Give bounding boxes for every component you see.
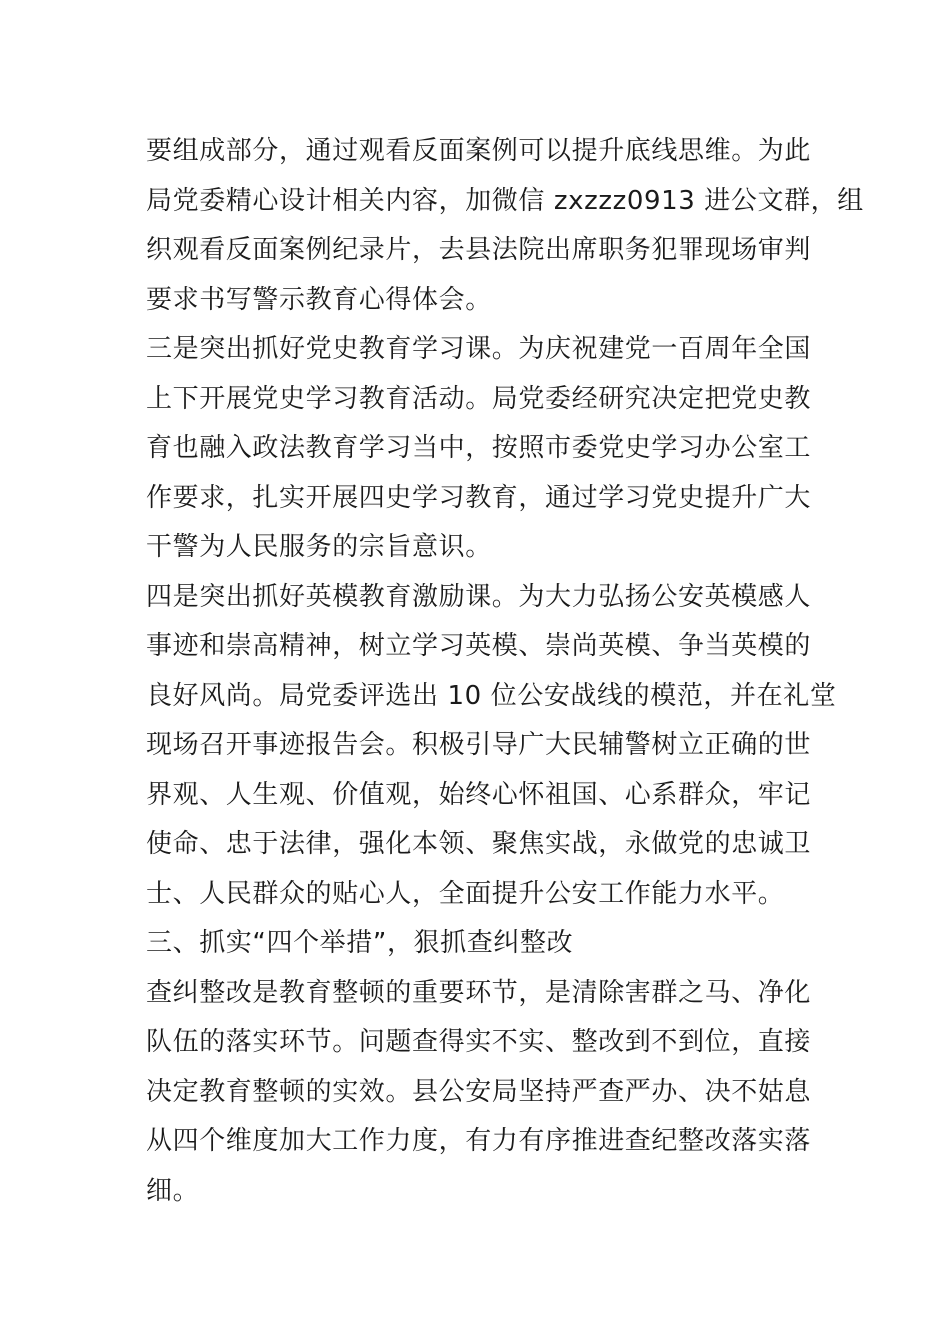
text-line: 事迹和崇高精神，树立学习英模、崇尚英模、争当英模的: [146, 631, 812, 661]
text-line: 要组成部分，通过观看反面案例可以提升底线思维。为此: [146, 136, 812, 166]
paragraph-party-history: [146, 325, 812, 573]
text-line: 要求书写警示教育心得体会。: [146, 284, 492, 315]
text-line: 良好风尚。局党委评选出 10 位公安战线的模范，并在礼堂: [146, 680, 837, 711]
paragraph-rectification: [146, 969, 812, 1217]
text-line: 界观、人生观、价值观，始终心怀祖国、心系群众，牢记: [146, 779, 812, 810]
heading-line: 三、抓实“四个举措”，狠抓查纠整改: [146, 928, 574, 958]
paragraph-warning-education: [146, 127, 864, 325]
text-line: 织观看反面案例纪录片，去县法院出席职务犯罪现场审判: [146, 235, 812, 265]
text-line: 士、人民群众的贴心人，全面提升公安工作能力水平。: [146, 878, 785, 909]
document-body: [146, 127, 864, 1216]
text-line: 干警为人民服务的宗旨意识。: [146, 532, 492, 562]
section-heading: [146, 919, 808, 969]
text-line: 四是突出抓好英模教育激励课。为大力弘扬公安英模感人: [146, 581, 812, 612]
text-line: 上下开展党史学习教育活动。局党委经研究决定把党史教: [146, 383, 812, 414]
text-line: 细。: [146, 1175, 200, 1206]
text-line: 使命、忠于法律，强化本领、聚焦实战，永做党的忠诚卫: [146, 829, 812, 859]
text-line: 决定教育整顿的实效。县公安局坚持严查严办、决不姑息: [146, 1076, 812, 1107]
text-line: 队伍的落实环节。问题查得实不实、整改到不到位，直接: [146, 1027, 812, 1057]
text-line: 三是突出抓好党史教育学习课。为庆祝建党一百周年全国: [146, 334, 812, 364]
text-line: 作要求，扎实开展四史学习教育，通过学习党史提升广大: [146, 482, 812, 513]
text-line: 查纠整改是教育整顿的重要环节，是清除害群之马、净化: [146, 977, 812, 1008]
text-line: 局党委精心设计相关内容，加微信 zxzzz0913 进公文群，组: [146, 185, 864, 216]
text-line: 现场召开事迹报告会。积极引导广大民辅警树立正确的世: [146, 730, 812, 760]
text-line: 从四个维度加大工作力度，有力有序推进查纪整改落实落: [146, 1126, 812, 1156]
paragraph-hero-models: [146, 573, 837, 920]
text-line: 育也融入政法教育学习当中，按照市委党史学习办公室工: [146, 433, 812, 463]
